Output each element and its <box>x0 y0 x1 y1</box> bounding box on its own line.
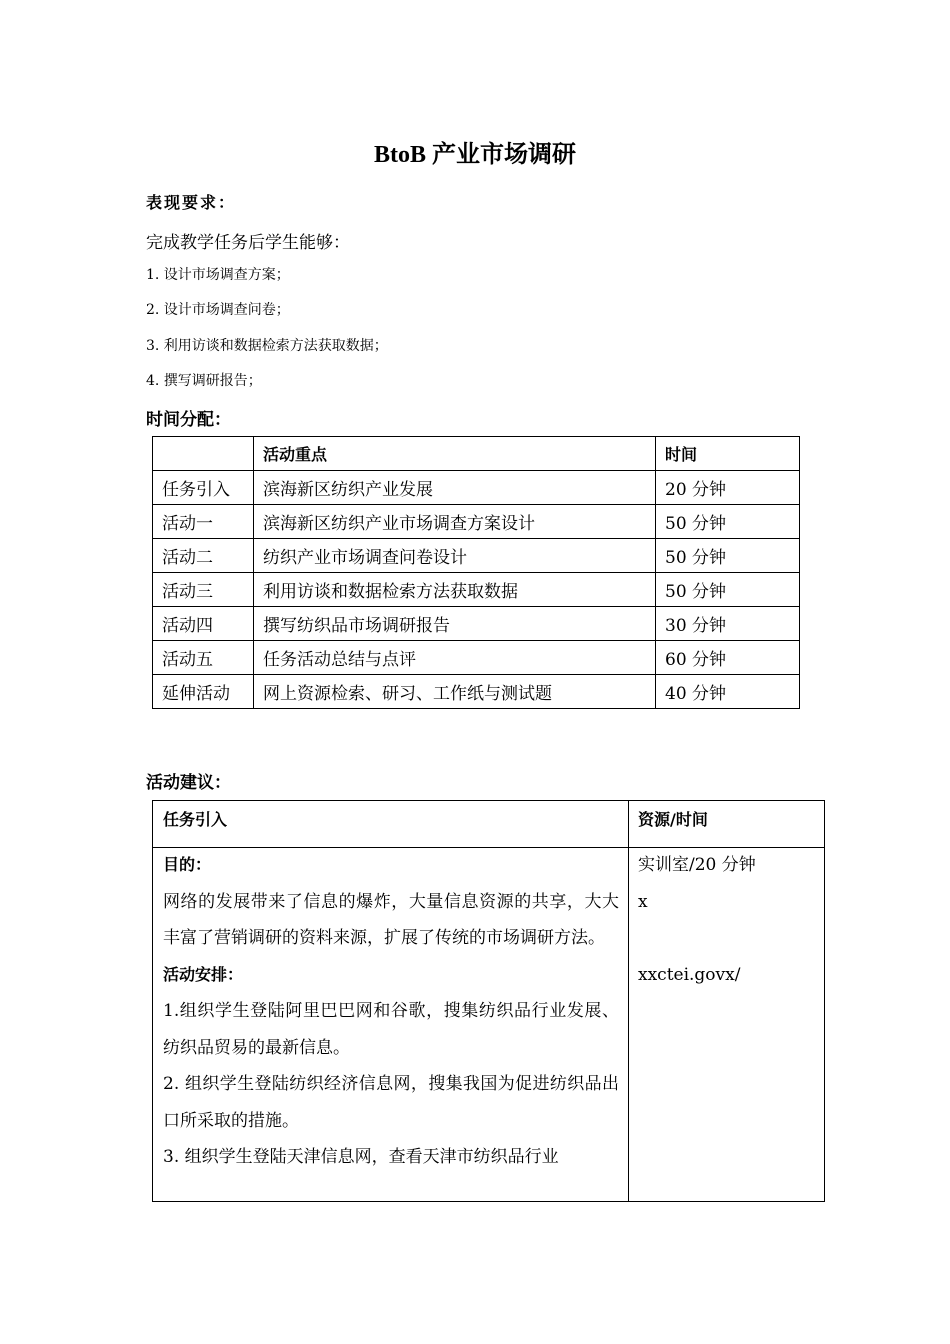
resource-item <box>638 920 818 957</box>
header-cell: 资源/时间 <box>638 810 708 829</box>
purpose-label: 目的： <box>163 855 212 874</box>
table-row <box>153 573 800 607</box>
activity-time-cell: 60 分钟 <box>656 641 800 675</box>
page-title: BtoB 产业市场调研 <box>373 142 576 168</box>
activity-suggestions-heading: 活动建议： <box>146 773 231 793</box>
arrangement-item: 3. 组织学生登陆天津信息网，查看天津市纺织品行业 <box>163 1147 559 1167</box>
activity-focus-cell: 滨海新区纺织产业发展 <box>254 471 656 505</box>
arrangement-item: 2. 组织学生登陆纺织经济信息网，搜集我国为促进纺织品出口所采取的措施。 <box>163 1074 619 1131</box>
activity-name-cell: 活动二 <box>153 539 254 573</box>
table-row <box>153 539 800 573</box>
activity-name-cell: 活动三 <box>153 573 254 607</box>
resource-link[interactable]: xxctei.govx/ <box>638 964 741 985</box>
arrangement-label: 活动安排： <box>163 964 244 984</box>
activity-time-cell: 40 分钟 <box>656 675 800 709</box>
requirement-item: 1. 设计市场调查方案； <box>146 267 290 283</box>
activity-time-cell: 30 分钟 <box>656 607 800 641</box>
table-row <box>153 641 800 675</box>
table-header-row <box>153 437 800 471</box>
requirements-heading: 表现要求： <box>146 193 237 212</box>
activity-name-cell: 活动四 <box>153 607 254 641</box>
activity-time-cell: 20 分钟 <box>656 471 800 505</box>
arrangement-item: 1.组织学生登陆阿里巴巴网和谷歌，搜集纺织品行业发展、纺织品贸易的最新信息。 <box>163 1001 619 1058</box>
activity-name-cell: 活动一 <box>153 505 254 539</box>
activity-focus-cell: 撰写纺织品市场调研报告 <box>254 607 656 641</box>
activity-focus-cell: 任务活动总结与点评 <box>254 641 656 675</box>
activity-time-cell: 50 分钟 <box>656 573 800 607</box>
activity-time-cell: 50 分钟 <box>656 505 800 539</box>
requirements-intro: 完成教学任务后学生能够： <box>146 233 350 253</box>
activity-name-cell: 延伸活动 <box>153 675 254 709</box>
header-cell: 活动重点 <box>254 437 656 471</box>
resource-content <box>638 847 818 993</box>
time-allocation-heading: 时间分配： <box>146 410 231 430</box>
activity-time-cell: 50 分钟 <box>656 539 800 573</box>
resource-item: 实训室/20 分钟 <box>638 855 756 875</box>
activity-name-cell: 活动五 <box>153 641 254 675</box>
column-divider <box>628 801 629 1201</box>
purpose-text: 网络的发展带来了信息的爆炸，大量信息资源的共享，大大丰富了营销调研的资料来源，扩展了传统的市场调研方法。 <box>163 891 619 948</box>
table-row <box>153 505 800 539</box>
activity-focus-cell: 网上资源检索、研习、工作纸与测试题 <box>254 675 656 709</box>
activity-focus-cell: 纺织产业市场调查问卷设计 <box>254 539 656 573</box>
resource-item: x <box>638 891 648 912</box>
activity-focus-cell: 利用访谈和数据检索方法获取数据 <box>254 573 656 607</box>
table-row <box>153 471 800 505</box>
table-row <box>153 607 800 641</box>
requirement-item: 2. 设计市场调查问卷； <box>146 302 290 318</box>
requirement-item: 3. 利用访谈和数据检索方法获取数据； <box>146 338 388 354</box>
time-allocation-table <box>152 436 800 709</box>
header-cell <box>153 437 254 471</box>
activity-focus-cell: 滨海新区纺织产业市场调查方案设计 <box>254 505 656 539</box>
header-cell: 任务引入 <box>163 810 228 829</box>
header-cell: 时间 <box>656 437 800 471</box>
table-row <box>153 675 800 709</box>
activity-content <box>163 847 619 1176</box>
activity-name-cell: 任务引入 <box>153 471 254 505</box>
activity-suggestions-table <box>152 800 825 1202</box>
requirement-item: 4. 撰写调研报告； <box>146 373 262 389</box>
